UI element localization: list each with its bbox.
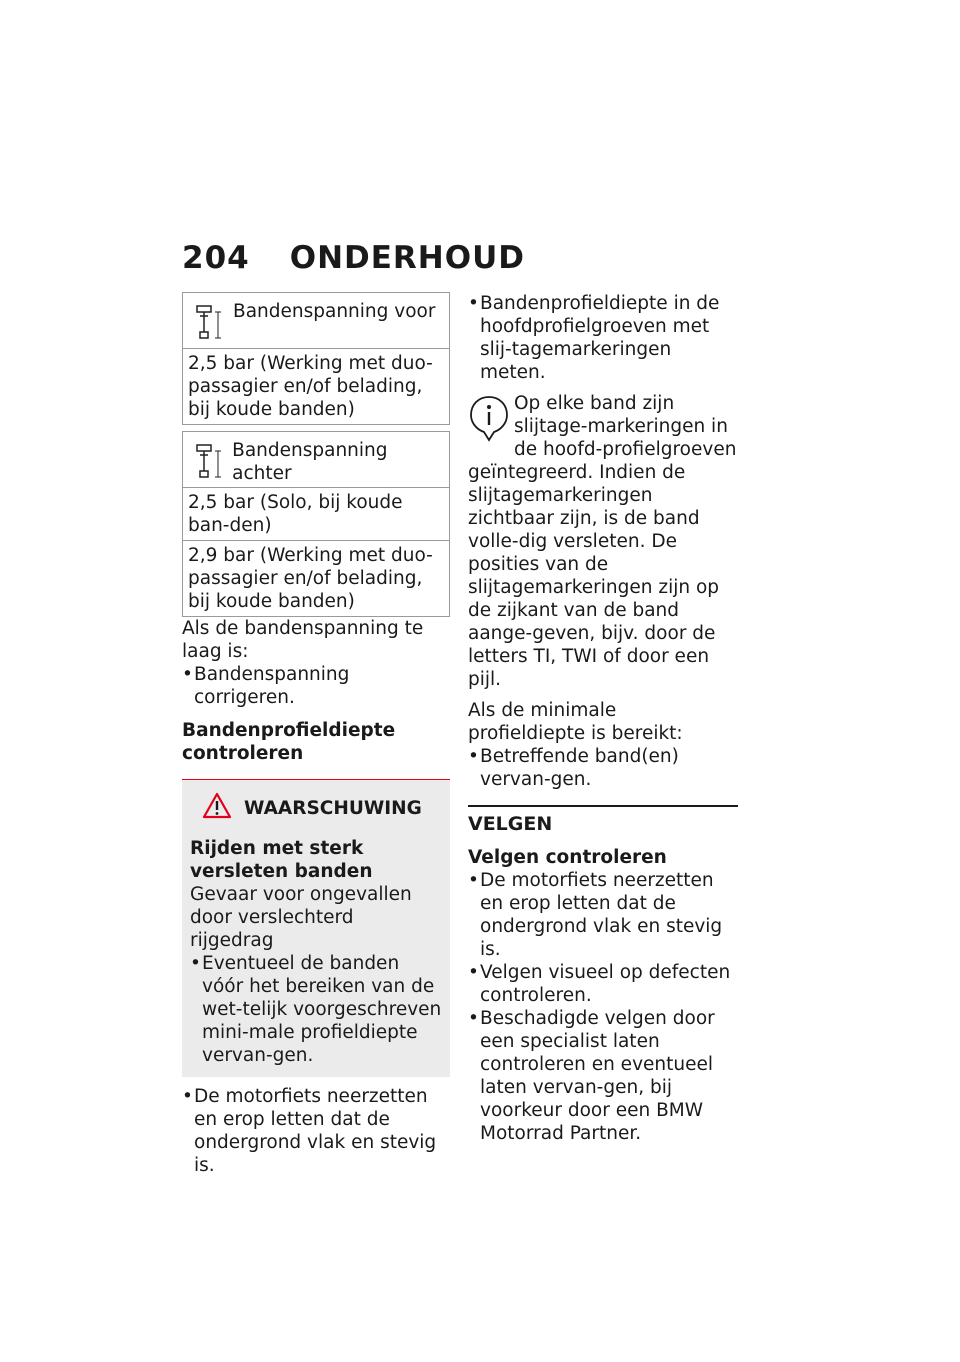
spec-header	[183, 432, 449, 488]
warning-bold-text: Rijden met sterk versleten banden	[190, 838, 373, 882]
info-block	[468, 392, 738, 691]
warning-title	[202, 792, 442, 825]
tire-pressure-gauge-icon	[183, 439, 232, 481]
warning-triangle-icon	[202, 792, 232, 825]
warning-bullet: • Eventueel de banden vóór het bereiken van de wet-telijk voorgeschreven mini-male profieldiepte vervan-gen.	[190, 952, 442, 1067]
section-title: VELGEN	[468, 813, 553, 835]
rims-heading: Velgen controleren	[468, 847, 667, 868]
info-icon	[468, 394, 510, 444]
right-column	[468, 292, 738, 1145]
spec-value: 2,9 bar (Werking met duo-passagier en/of belading, bij koude banden)	[183, 540, 449, 616]
list-item: • Beschadigde velgen door een specialist laten controleren en eventueel laten vervan-gen, bij voorkeur door een BMW Motorrad Partner.	[468, 1007, 738, 1145]
page-title: ONDERHOUD	[289, 240, 525, 276]
tire-pressure-gauge-icon	[183, 300, 233, 342]
spec-label: Bandenspanning voor	[233, 301, 436, 322]
info-text: Op elke band zijn slijtage-markeringen in de hoofd-profielgroeven geïntegreerd. Indien de slijtagemarkeringen zichtbaar zijn, is de band volle-dig versleten. De posities van de slijtagemarkeringen zijn op de zijkant van de band aange-geven, bijv. door de letters TI, TWI of door een pijl.	[468, 393, 737, 690]
spec-table-front	[182, 292, 450, 425]
page-number: 204	[182, 240, 250, 276]
warning-text: Gevaar voor ongevallen door verslechterd rijgedrag	[190, 884, 412, 951]
spec-value: 2,5 bar (Werking met duo-passagier en/of belading, bij koude banden)	[188, 353, 433, 420]
measure-bullet: • Bandenprofieldiepte in de hoofdprofielgroeven met slij-tagemarkeringen meten.	[468, 292, 738, 384]
spec-header	[183, 293, 449, 349]
spec-label: Bandenspanning achter	[232, 440, 388, 484]
spec-value: 2,5 bar (Solo, bij koude ban-den)	[188, 492, 403, 536]
spec-table-rear	[182, 431, 450, 617]
section-divider	[468, 805, 738, 807]
page-header	[182, 240, 525, 276]
left-column	[182, 292, 450, 1177]
warning-title-text: WAARSCHUWING	[244, 798, 422, 819]
min-bullet: • Betreffende band(en) vervan-gen.	[468, 745, 738, 791]
final-bullet: • De motorfiets neerzetten en erop letten dat de ondergrond vlak en stevig is.	[182, 1085, 450, 1177]
pressure-text: Als de bandenspanning te laag is:	[182, 618, 424, 662]
min-text: Als de minimale profieldiepte is bereikt:	[468, 700, 683, 744]
list-item: • Velgen visueel op defecten controleren.	[468, 961, 738, 1007]
pressure-bullet: • Bandenspanning corrigeren.	[182, 663, 450, 709]
list-item: • De motorfiets neerzetten en erop letten dat de ondergrond vlak en stevig is.	[468, 869, 738, 961]
warning-box	[182, 779, 450, 1077]
tread-heading: Bandenprofieldiepte controleren	[182, 720, 396, 764]
